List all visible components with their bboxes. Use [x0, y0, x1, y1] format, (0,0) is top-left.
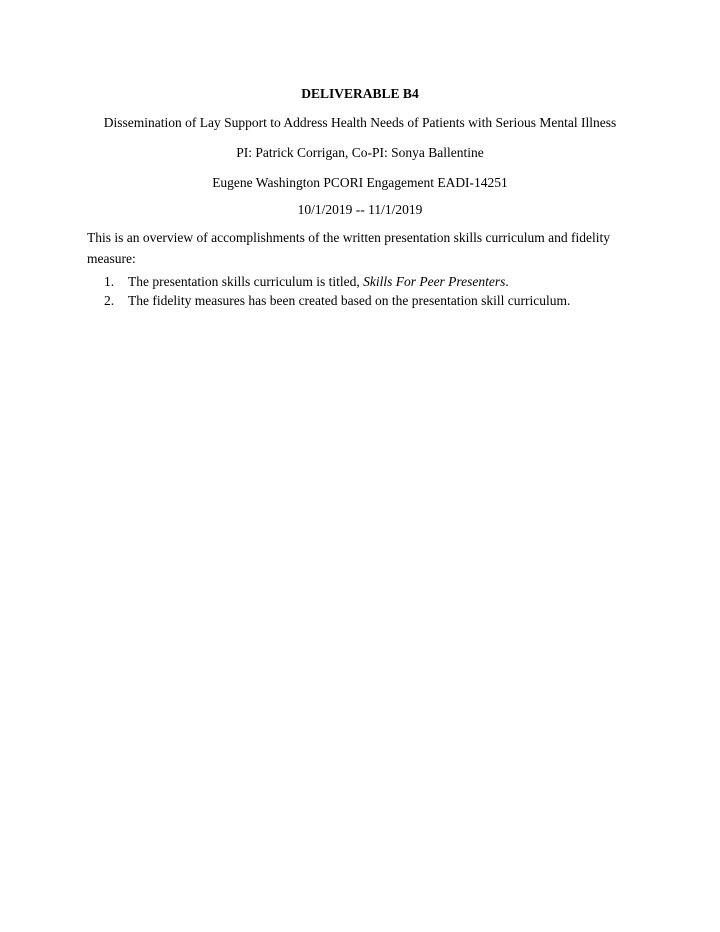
curriculum-title: Skills For Peer Presenters — [363, 274, 506, 289]
list-item — [104, 291, 570, 310]
date-range: 10/1/2019 -- 11/1/2019 — [297, 202, 423, 217]
engagement-line: Eugene Washington PCORI Engagement EADI-14251 — [212, 175, 508, 190]
list-item-suffix: . — [505, 274, 509, 289]
list-item-text: The presentation skills curriculum is titled, — [128, 274, 364, 289]
document-subtitle: Dissemination of Lay Support to Address Health Needs of Patients with Serious Mental Illness — [103, 115, 617, 130]
list-item-number: 1. — [104, 274, 115, 289]
accomplishments-list — [104, 272, 570, 310]
intro-paragraph: This is an overview of accomplishments of the written presentation skills curriculum and fidelity measure: — [87, 230, 610, 266]
investigators-line: PI: Patrick Corrigan, Co-PI: Sonya Ballentine — [236, 145, 484, 160]
list-item-text: The fidelity measures has been created based on the presentation skill curriculum. — [128, 293, 571, 308]
list-item-number: 2. — [104, 293, 115, 308]
list-item — [104, 272, 570, 291]
document-title: DELIVERABLE B4 — [301, 86, 419, 101]
